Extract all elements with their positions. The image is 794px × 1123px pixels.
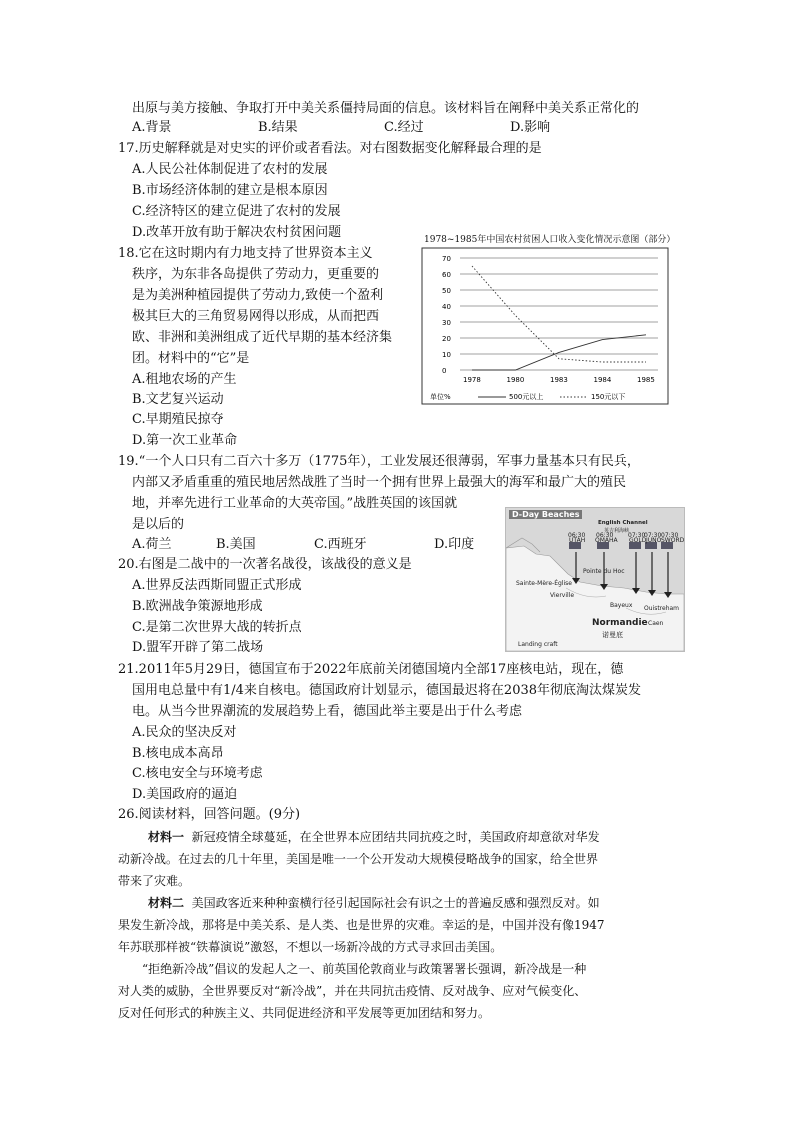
x-tick-label: 1978 (463, 376, 481, 384)
q18-line-5: 欧、非洲和美洲组成了近代早期的基本经济集 (132, 330, 393, 345)
beach-juno-name: JUNO (646, 537, 662, 544)
beach-sword-time: 07:30 (661, 532, 679, 539)
q19-line-3: 地，并率先进行工业革命的大英帝国。”战胜英国的该国就 (132, 496, 458, 511)
beach-sword-name: SWORD (661, 537, 685, 544)
q20-option-d: D.盟军开辟了第二战场 (132, 640, 264, 655)
map-header: D-Day Beaches (509, 510, 582, 519)
q17-option-a: A.人民公社体制促进了农村的发展 (132, 162, 328, 177)
q18-option-c: C.早期殖民掠夺 (132, 412, 224, 427)
x-tick-label: 1983 (550, 376, 568, 384)
material-3-line-2: 对人类的威胁，全世界要反对“新冷战”，并在共同抗击疫情、反对战争、应对气候变化、 (118, 984, 587, 998)
material-2-label: 材料二 (148, 896, 185, 910)
q19-option-d: D.印度 (434, 537, 475, 552)
place-pointe-du-hoc: Pointe du Hoc (583, 568, 625, 575)
q18-line-1: 18.它在这时期内有力地支持了世界资本主义 (118, 246, 373, 261)
q18-option-b: B.文艺复兴运动 (132, 392, 224, 407)
material-2-line-1 (148, 895, 600, 911)
y-tick-label: 0 (442, 367, 447, 375)
beach-juno-time: 07:30 (644, 532, 662, 539)
q16-stem-line: 出原与美方接触、争取打开中美关系僵持局面的信息。该材料旨在阐释中美关系正常化的 (132, 101, 640, 116)
beach-omaha-name: OMAHA (595, 537, 618, 544)
place-vierville: Vierville (550, 592, 575, 599)
y-tick-label: 60 (442, 271, 451, 279)
q21-option-a: A.民众的坚决反对 (132, 725, 237, 740)
y-tick-label: 50 (442, 287, 451, 295)
q20-option-a: A.世界反法西斯同盟正式形成 (132, 578, 302, 593)
legend-series-2: 150元以下 (591, 393, 626, 401)
q18-line-4: 极其巨大的三角贸易网得以形成，从而把西 (132, 309, 380, 324)
material-1-label: 材料一 (148, 830, 185, 844)
beach-gold-time: 07:30 (628, 532, 646, 539)
q18-option-d: D.第一次工业革命 (132, 433, 238, 448)
q17-stem: 17.历史解释就是对史实的评价或者看法。对右图数据变化解释最合理的是 (118, 141, 542, 156)
q16-option-b: B.结果 (258, 120, 298, 135)
q19-option-b: B.美国 (216, 537, 256, 552)
y-tick-label: 70 (442, 255, 451, 263)
map-channel-cn: 英吉利海峡 (604, 528, 630, 534)
material-1-line-3: 带来了灾难。 (118, 874, 191, 888)
y-tick-label: 10 (442, 351, 451, 359)
chart-svg (420, 246, 670, 406)
q19-line-1: 19.“一个人口只有二百六十多万（1775年），工业发展还很薄弱，军事力量基本只有民兵， (118, 454, 640, 469)
x-tick-label: 1984 (593, 376, 612, 384)
q17-option-c: C.经济特区的建立促进了农村的发展 (132, 204, 341, 219)
map-channel: English Channel (598, 520, 648, 526)
beach-utah-time: 06:30 (568, 532, 586, 539)
material-2-line-3: 年苏联那样被“铁幕演说”激怒，不想以一场新冷战的方式寻求回击美国。 (118, 940, 503, 954)
material-3-line-1: “拒绝新冷战”倡议的发起人之一、前英国伦敦商业与政策署署长强调，新冷战是一种 (142, 962, 587, 976)
y-tick-label: 40 (442, 303, 451, 311)
x-tick-label: 1985 (637, 376, 655, 384)
chart-frame (422, 248, 668, 404)
x-tick-label: 1980 (506, 376, 525, 384)
place-caen: Caen (648, 620, 664, 627)
q16-option-a: A.背景 (132, 120, 172, 135)
q18-line-6: 团。材料中的“它”是 (132, 351, 250, 366)
series-line-2 (472, 266, 646, 362)
beach-gold-name: GOLD (629, 537, 647, 544)
q26-stem: 26.阅读材料，回答问题。(9分) (118, 807, 301, 822)
material-2-text-1: 美国政客近来种种蛮横行径引起国际社会有识之士的普遍反感和强烈反对。如 (191, 896, 600, 910)
q19-line-4: 是以后的 (132, 517, 185, 532)
q21-option-b: B.核电成本高昂 (132, 746, 224, 761)
material-3-line-3: 反对任何形式的种族主义、共同促进经济和平发展等更加团结和努力。 (118, 1006, 491, 1020)
q18-line-2: 秩序，为东非各岛提供了劳动力，更重要的 (132, 267, 380, 282)
q21-line-3: 电。从当今世界潮流的发展趋势上看，德国此举主要是出于什么考虑 (132, 704, 523, 719)
chart-unit-label: 单位% (430, 393, 451, 401)
place-normandie: Normandie (592, 618, 648, 628)
q18-line-3: 是为美洲种植园提供了劳动力,致使一个盈利 (132, 288, 384, 303)
q19-line-2: 内部又矛盾重重的殖民地居然战胜了当时一个拥有世界上最强大的海军和最广大的殖民 (132, 475, 627, 490)
q16-option-c: C.经过 (384, 120, 424, 135)
q21-option-d: D.美国政府的逼迫 (132, 787, 238, 802)
q20-option-b: B.欧洲战争策源地形成 (132, 599, 263, 614)
q20-option-c: C.是第二次世界大战的转折点 (132, 620, 302, 635)
material-1-line-2: 动新冷战。在过去的几十年里，美国是唯一一个公开发动大规模侵略战争的国家，给全世界 (118, 852, 599, 866)
chart-title: 1978~1985年中国农村贫困人口收入变化情况示意图（部分） (424, 235, 676, 245)
q21-line-2: 国用电总量中有1/4来自核电。德国政府计划显示，德国最迟将在2038年彻底淘汰煤炭发 (132, 683, 642, 698)
place-sainte-mere-eglise: Sainte-Mère-Église (516, 580, 572, 587)
q21-option-c: C.核电安全与环境考虑 (132, 766, 263, 781)
legend-series-1: 500元以上 (509, 393, 544, 401)
place-ouistreham: Ouistreham (644, 605, 680, 612)
q17-option-b: B.市场经济体制的建立是根本原因 (132, 183, 328, 198)
legend-landing-craft: Landing craft (518, 641, 558, 648)
poverty-income-chart (420, 232, 676, 410)
beach-utah-name: UTAH (569, 537, 586, 544)
normandy-map (505, 507, 685, 652)
material-1-line-1 (148, 829, 600, 845)
q18-option-a: A.租地农场的产生 (132, 372, 237, 387)
y-tick-label: 20 (442, 335, 451, 343)
material-2-line-2: 果发生新冷战，那将是中美关系、是人类、也是世界的灾难。幸运的是，中国并没有像1947 (118, 918, 605, 932)
q19-option-c: C.西班牙 (314, 537, 367, 552)
q21-line-1: 21.2011年5月29日，德国宣布于2022年底前关闭德国境内全部17座核电站，现在，德 (118, 662, 624, 677)
q16-option-d: D.影响 (510, 120, 551, 135)
series-line-1 (472, 335, 646, 370)
material-1-text-1: 新冠疫情全球蔓延，在全世界本应团结共同抗疫之时，美国政府却意欲对华发 (191, 830, 600, 844)
y-tick-label: 30 (442, 319, 451, 327)
q19-option-a: A.荷兰 (132, 537, 172, 552)
place-normandie-cn: 诺曼底 (602, 631, 623, 639)
place-bayeux: Bayeux (610, 602, 633, 609)
beach-omaha-time: 06:30 (596, 532, 614, 539)
q17-option-d: D.改革开放有助于解决农村贫困问题 (132, 225, 342, 240)
q20-stem: 20.右图是二战中的一次著名战役，该战役的意义是 (118, 557, 412, 572)
